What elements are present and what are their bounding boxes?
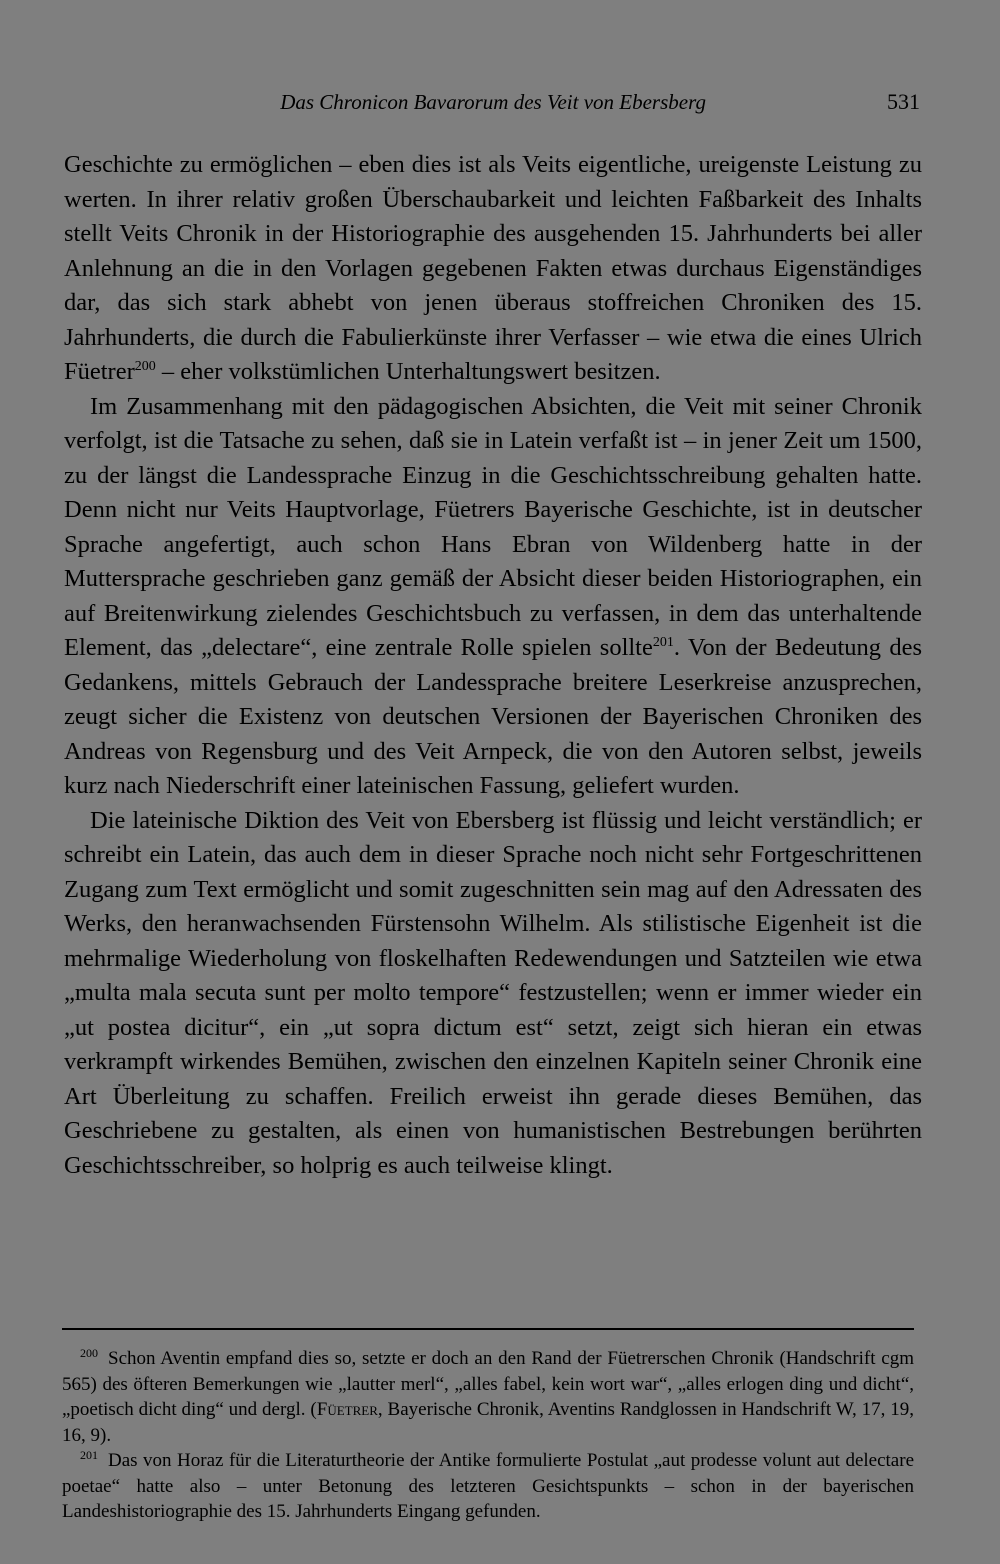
footnote-text-cont: , Bayerische Chronik, Aventins Randglossen in Handschrift W, 17, 19, 16, 9). [62,1399,914,1446]
footnote-ref-201: 201 [652,635,674,650]
paragraph-1 [64,148,922,390]
paragraph-2-text-cont: . Von der Bedeutung des Gedankens, mittels Gebrauch der Landessprache breitere Leserkreise anzusprechen, zeugt sicher die Existenz von deutschen Versionen der Bayerischen Chroniken des Andreas von Regensburg und des Veit Arnpeck, die von den Autoren selbst, jeweils kurz nach Niederschrift einer lateinischen Fassung, geliefert wurden. [64,634,922,799]
paragraph-1-text-cont: – eher volkstümlichen Unterhaltungswert besitzen. [155,358,661,385]
paragraph-1-text: Geschichte zu ermöglichen – eben dies ist als Veits eigentliche, ureigenste Leistung zu werten. In ihrer relativ großen Überschaubarkeit und leichten Faßbarkeit des Inhalts stellt Veits Chronik in der Historiographie des ausgehenden 15. Jahrhunderts bei aller Anlehnung an die in den Vorlagen gegebenen Fakten etwas durchaus Eigenständiges dar, das sich stark abhebt von jenen überaus stoffreichen Chroniken des 15. Jahrhunderts, die durch die Fabulierkünste ihrer Verfasser – wie etwa die eines Ulrich Füetrer [64,151,922,385]
footnote-201 [62,1448,914,1525]
paragraph-2 [64,390,922,804]
paragraph-2-text: Im Zusammenhang mit den pädagogischen Absichten, die Veit mit seiner Chronik verfolgt, ist die Tatsache zu sehen, daß sie in Latein verfaßt ist – in jener Zeit um 1500, zu der längst die Landessprache Einzug in die Geschichtsschreibung gehalten hatte. Denn nicht nur Veits Hauptvorlage, Füetrers Bayerische Geschichte, ist in deutscher Sprache angefertigt, auch schon Hans Ebran von Wildenberg hatte in der Muttersprache geschrieben ganz gemäß der Absicht dieser beiden Historiographen, ein auf Breitenwirkung zielendes Geschichtsbuch zu verfassen, in dem das unterhaltende Element, das „delectare“, eine zentrale Rolle spielen sollte [64,392,922,661]
page-number: 531 [887,89,920,114]
main-text [64,148,922,1183]
running-header [60,84,920,120]
footnote-text: Das von Horaz für die Literaturtheorie der Antike formulierte Postulat „aut prodesse volunt aut delectare poetae“ hatte also – unter Betonung des letzteren Gesichtspunkts – schon in der bayerischen Landeshistoriographie des 15. Jahrhunderts Eingang gefunden. [62,1450,914,1522]
footnote-text: Schon Aventin empfand dies so, setzte er doch an den Rand der Füetrerschen Chronik (Handschrift cgm 565) des öfteren Bemerkungen wie „lautter merl“, „alles fabel, kein wort war“, „alles erlogen ding und dicht“, „poetisch dicht ding“ und dergl. ( [62,1348,914,1420]
footnote-author-smallcaps: Füetrer [316,1399,378,1420]
running-title: Das Chronicon Bavarorum des Veit von Ebersberg [280,90,706,114]
footnote-divider [62,1328,914,1330]
footnote-number: 200 [80,1346,98,1360]
footnote-200 [62,1346,914,1448]
footnotes [62,1346,914,1525]
paragraph-3: Die lateinische Diktion des Veit von Ebersberg ist flüssig und leicht verständlich; er schreibt ein Latein, das auch dem in dieser Sprache noch nicht sehr Fortgeschrittenen Zugang zum Text ermöglicht und somit zugeschnitten sein mag auf den Adressaten des Werks, den heranwachsenden Fürstensohn Wilhelm. Als stilistische Eigenheit ist die mehrmalige Wiederholung von floskelhaften Redewendungen und Satzteilen wie etwa „multa mala secuta sunt per molto tempore“ festzustellen; wenn er immer wieder ein „ut postea dicitur“, ein „ut sopra dictum est“ setzt, zeigt sich hieran ein etwas verkrampft wirkendes Bemühen, zwischen den einzelnen Kapiteln seiner Chronik eine Art Überleitung zu schaffen. Freilich erweist ihn gerade dieses Bemühen, das Geschriebene zu gestalten, als einen von humanistischen Bestrebungen berührten Geschichtsschreiber, so holprig es auch teilweise klingt. [64,806,922,1179]
footnote-number: 201 [80,1448,98,1462]
footnote-ref-200: 200 [134,359,156,374]
